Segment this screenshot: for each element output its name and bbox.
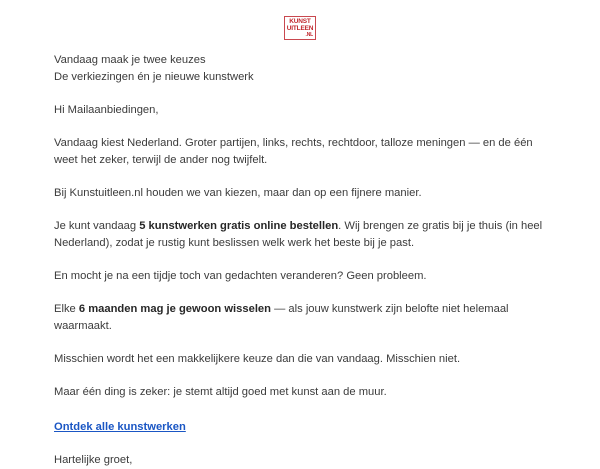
swap-highlight: 6 maanden mag je gewoon wisselen [78, 303, 271, 315]
discover-artworks-link[interactable]: Ontdek alle kunstwerken [54, 421, 186, 433]
offer-suffix: . Wij brengen ze gratis bij je thuis (in heel Nederland), zodat je rustig kunt beslissen welk werk het beste bij je past. [54, 220, 543, 249]
intro-paragraph: Vandaag kiest Nederland. Groter partijen, links, rechts, rechtdoor, talloze meningen — en de één weet het zeker, terwijl de ander nog twijfelt. [54, 137, 533, 166]
signoff-text: Hartelijke groet, [54, 454, 133, 466]
swap-prefix: Elke [54, 303, 79, 315]
logo-text-nl: .NL [305, 31, 313, 38]
offer-prefix: Je kunt vandaag [54, 220, 140, 232]
offer-highlight: 5 kunstwerken gratis online bestellen [139, 220, 339, 232]
preheader-line-2: De verkiezingen én je nieuwe kunstwerk [54, 71, 254, 83]
preheader-block [54, 52, 550, 86]
email-header [0, 0, 600, 52]
logo-text-uitleen: UITLEEN [286, 24, 314, 32]
closing-thought-paragraph: Maar één ding is zeker: je stemt altijd goed met kunst aan de muur. [54, 386, 387, 398]
swap-paragraph [54, 301, 550, 335]
preheader-line-1: Vandaag maak je twee keuzes [54, 54, 206, 66]
email-content [0, 52, 600, 469]
change-mind-paragraph: En mocht je na een tijdje toch van gedachten veranderen? Geen probleem. [54, 270, 427, 282]
logo-text-kunst: KUNST [289, 17, 311, 25]
greeting-text: Hi Mailaanbiedingen, [54, 104, 159, 116]
brand-paragraph: Bij Kunstuitleen.nl houden we van kiezen, maar dan op een fijnere manier. [54, 187, 422, 199]
maybe-paragraph: Misschien wordt het een makkelijkere keuze dan die van vandaag. Misschien niet. [54, 353, 461, 365]
offer-paragraph [54, 218, 550, 252]
kunstuitleen-nl-logo[interactable] [284, 16, 316, 40]
swap-suffix: — als jouw kunstwerk zijn belofte niet helemaal waarmaakt. [54, 303, 509, 332]
